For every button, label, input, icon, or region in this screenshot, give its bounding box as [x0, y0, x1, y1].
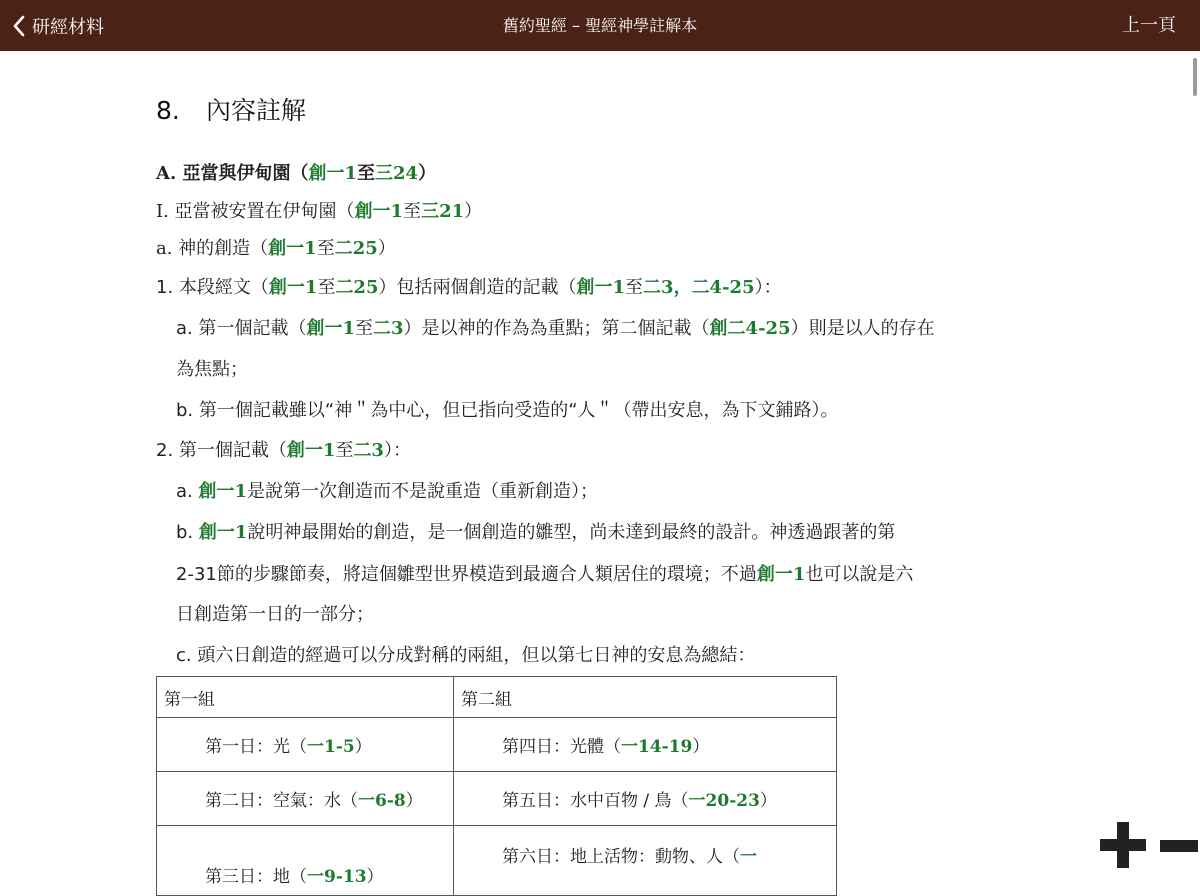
text: 第二日：空氣：水（: [205, 791, 358, 811]
back-button[interactable]: [12, 0, 104, 51]
outline-item-2a: [156, 480, 598, 504]
text: 至: [403, 201, 422, 222]
scripture-link[interactable]: 二4-25: [691, 277, 755, 298]
outline-item-1a: [156, 317, 935, 341]
text: 至: [316, 238, 335, 259]
vertical-scrollbar[interactable]: [1193, 58, 1197, 96]
table-cell: [454, 826, 837, 896]
table-cell: [157, 718, 454, 772]
text: ）: [418, 163, 437, 184]
scripture-link[interactable]: 一1-5: [307, 737, 355, 757]
text: ）是以神的作為為重點；第二個記載（: [403, 318, 710, 339]
table-header-row: [157, 677, 837, 718]
text: a. 第一個記載（: [176, 318, 307, 339]
section-heading: [156, 92, 1056, 130]
scripture-link[interactable]: 創一1: [198, 481, 248, 502]
outline-item-1b: b. 第一個記載雖以“神＂為中心，但已指向受造的“人＂（帶出安息，為下文鋪路）。: [176, 400, 839, 421]
table-cell: [454, 718, 837, 772]
text: ，: [673, 277, 692, 298]
scripture-link[interactable]: 創一1: [268, 238, 317, 259]
scripture-link[interactable]: 一14-19: [621, 737, 693, 757]
outline-item-2: [156, 439, 411, 463]
table-row: [157, 826, 837, 896]
outline-section-a-lower: [156, 237, 396, 261]
commentary-content: [156, 92, 1056, 666]
text: a. 神的創造（: [156, 238, 269, 259]
section-heading-text: 內容註解: [206, 96, 307, 125]
text: 2. 第一個記載（: [156, 440, 287, 461]
text: 說明神最開始的創造，是一個創造的雛型，尚未達到最終的設計。神透過跟著的第: [247, 522, 896, 543]
text: ）則是以人的存在: [790, 318, 935, 339]
text: ）: [692, 737, 710, 757]
text: 至: [317, 277, 336, 298]
table-row: [157, 718, 837, 772]
scripture-link[interactable]: 一: [740, 847, 757, 867]
text: a.: [176, 481, 199, 502]
outline-item-2b-cont2: 日創造第一日的一部分；: [176, 604, 374, 625]
table-header-cell: [454, 677, 837, 718]
minus-icon: [1160, 838, 1198, 857]
text: ）：: [754, 277, 782, 298]
text: ）: [377, 238, 396, 259]
text: 至: [335, 440, 354, 461]
text: 也可以說是六: [805, 564, 914, 585]
scripture-link[interactable]: 創一1: [268, 277, 318, 298]
outline-item-1: [156, 276, 782, 300]
top-navigation-bar: [0, 0, 1200, 51]
scripture-link[interactable]: 創一1: [354, 201, 404, 222]
creation-days-table: [156, 676, 837, 896]
table-cell: [157, 826, 454, 896]
scripture-link[interactable]: 三24: [375, 163, 419, 184]
outline-item-2b-cont: [156, 563, 913, 587]
table-header-cell: [157, 677, 454, 718]
scripture-link[interactable]: 創一1: [308, 163, 358, 184]
scripture-link[interactable]: 三21: [421, 201, 465, 222]
table-cell: [454, 772, 837, 826]
scripture-link[interactable]: 一9-13: [307, 867, 367, 887]
zoom-out-button[interactable]: [1160, 838, 1198, 857]
text: ）: [405, 791, 423, 811]
scripture-link[interactable]: 一6-8: [358, 791, 406, 811]
text: ）: [464, 201, 483, 222]
text: 第三日：地（: [205, 867, 307, 887]
text: 1. 本段經文（: [156, 277, 269, 298]
table-cell: [157, 772, 454, 826]
scripture-link[interactable]: 二3: [373, 318, 404, 339]
scripture-link[interactable]: 創一1: [286, 440, 336, 461]
section-number: 8.: [156, 96, 180, 125]
back-button-label: 研經材料: [32, 16, 104, 38]
outline-item-1a-cont: 為焦點；: [176, 359, 248, 380]
text: 是說第一次創造而不是說重造（重新創造）；: [247, 481, 599, 502]
page-title: 舊約聖經 – 聖經神學註解本: [502, 16, 698, 35]
scripture-link[interactable]: 創二4-25: [709, 318, 791, 339]
text: ）: [366, 867, 384, 887]
text: b.: [176, 522, 199, 543]
table-row: [157, 772, 837, 826]
outline-section-i: [156, 200, 482, 224]
text: 第五日：水中百物 / 鳥（: [502, 791, 689, 811]
scripture-link[interactable]: 一20-23: [688, 791, 760, 811]
text: A. 亞當與伊甸園（: [156, 163, 309, 184]
scripture-link[interactable]: 二25: [334, 238, 378, 259]
text: 至: [357, 163, 376, 184]
text: 至: [355, 318, 374, 339]
text: ）: [354, 737, 372, 757]
table-header-label: 第二組: [461, 689, 512, 710]
text: ）: [759, 791, 777, 811]
text: 第一日：光（: [205, 737, 307, 757]
text: I. 亞當被安置在伊甸園（: [156, 201, 355, 222]
scripture-link[interactable]: 二3: [643, 277, 674, 298]
scripture-link[interactable]: 創一1: [756, 564, 806, 585]
scripture-link[interactable]: 二25: [335, 277, 379, 298]
text: ）：: [383, 440, 411, 461]
scripture-link[interactable]: 創一1: [198, 522, 248, 543]
text: 至: [625, 277, 644, 298]
outline-item-2c: c. 頭六日創造的經過可以分成對稱的兩組，但以第七日神的安息為總結：: [176, 645, 756, 666]
text: ）包括兩個創造的記載（: [378, 277, 577, 298]
table-header-label: 第一組: [164, 689, 215, 710]
text: 第四日：光體（: [502, 737, 621, 757]
scripture-link[interactable]: 二3: [353, 440, 384, 461]
text: 2-31節的步驟節奏，將這個雛型世界模造到最適合人類居住的環境；不過: [176, 564, 757, 585]
text: 第六日：地上活物：動物、人（: [502, 847, 740, 867]
outline-section-a: [156, 162, 436, 186]
plus-icon: [1100, 853, 1146, 872]
scripture-link[interactable]: 創一1: [576, 277, 626, 298]
zoom-in-button[interactable]: [1100, 822, 1146, 872]
outline-item-2b: [156, 521, 895, 545]
scripture-link[interactable]: 創一1: [306, 318, 356, 339]
chevron-left-icon: [12, 14, 26, 38]
previous-page-button[interactable]: 上一頁: [1122, 15, 1176, 36]
